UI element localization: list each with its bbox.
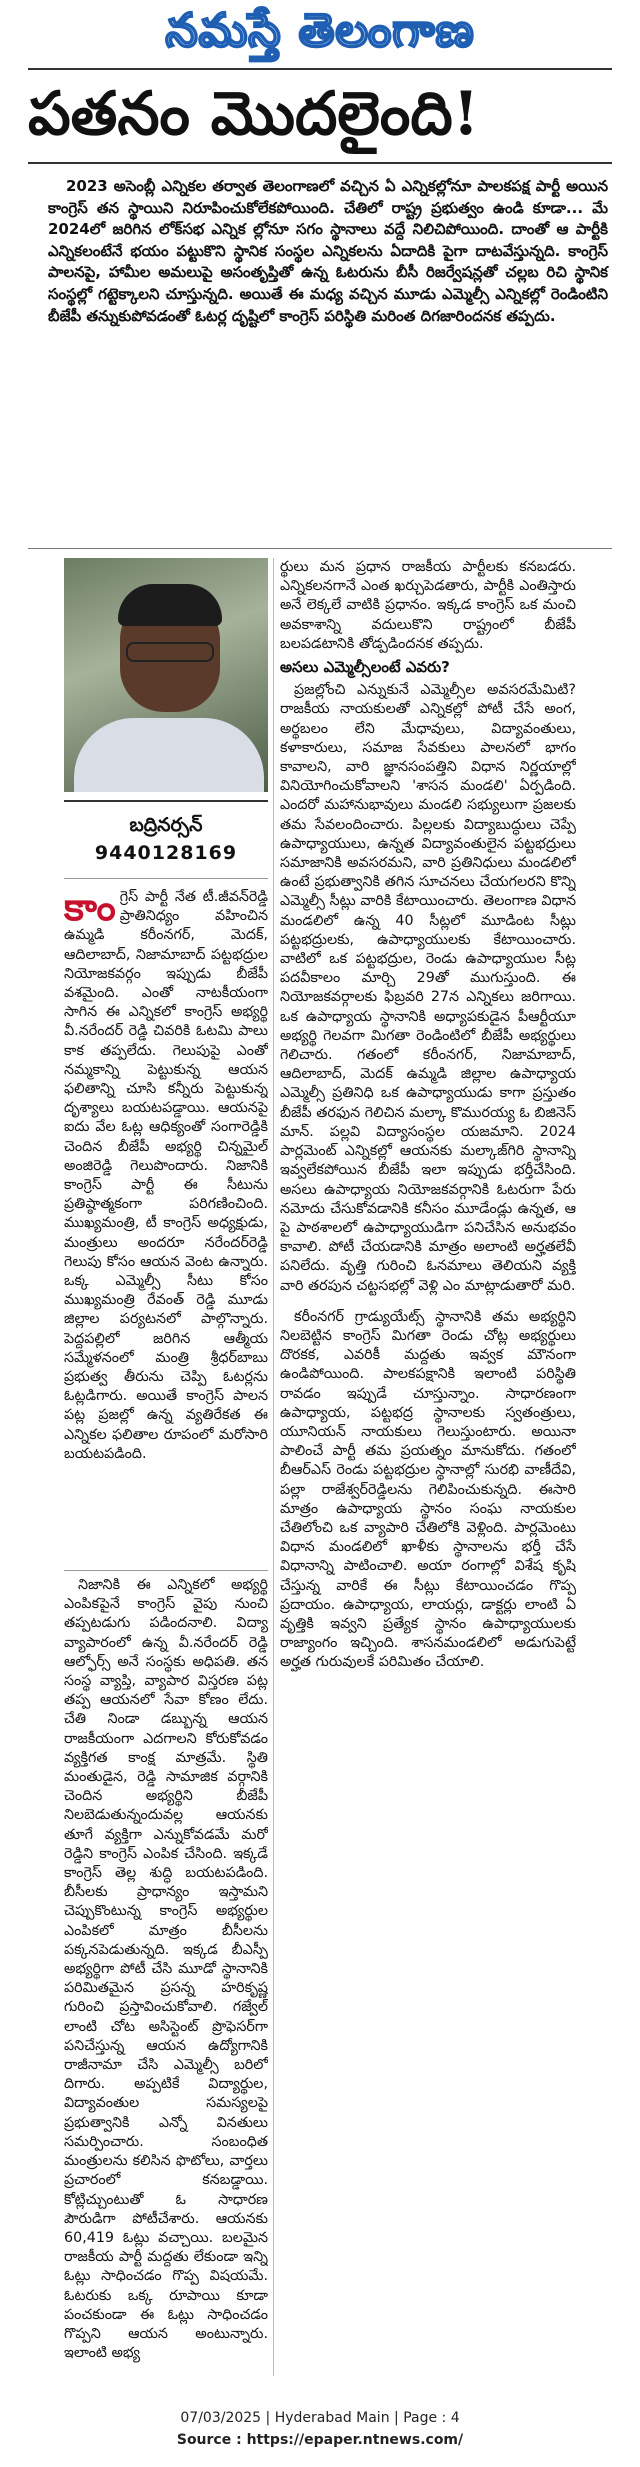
article-column-right bbox=[280, 558, 576, 2376]
footer-date-line: 07/03/2025 | Hyderabad Main | Page : 4 bbox=[180, 2410, 460, 2426]
article-column-left-bottom bbox=[64, 1576, 268, 2376]
section-subheading: అసలు ఎమ్మెల్సీలంటే ఎవరు? bbox=[280, 658, 450, 677]
column-divider bbox=[273, 558, 274, 2376]
author-rule-bottom bbox=[64, 878, 268, 879]
article-column-left-top bbox=[64, 888, 268, 1568]
article-paragraph: ర్థులు మన ప్రధాన రాజకీయ పార్టీలకు కనబడరు. ఎన్నికలనగానే ఎంత ఖర్చుపెడతారు, పార్టీకి ఎంతిస్తారు అనే లెక్కలే వాటికి ప్రధానం. ఇక్కడ కాంగ్రెస్ ఒక మంచి అవకాశాన్ని వదులుకొని రాష్ట్రంలో బీజేపీ బలపడటానికి తోడ్పడిందనక తప్పదు. bbox=[280, 559, 576, 652]
author-name: బద్రినర్సన్ bbox=[129, 814, 203, 836]
drop-cap: కాం bbox=[64, 888, 116, 929]
intro-rule bbox=[28, 548, 612, 549]
footer-source: Source : https://epaper.ntnews.com/ bbox=[176, 2432, 464, 2448]
newspaper-logo: నమస్తే తెలంగాణ bbox=[165, 3, 475, 57]
top-rule bbox=[28, 68, 612, 70]
headline-rule bbox=[28, 162, 612, 164]
article-paragraph: కరీంనగర్ గ్రాడ్యుయేట్స్ స్థానానికి తమ అభ్యర్థిని నిలబెట్టిన కాంగ్రెస్ మిగతా రెండు చోట్ల అభ్యర్థులు దొరకక, ఎవరికీ మద్దతు ఇవ్వక మౌనంగా ఉండిపోయింది. పాలకపక్షానికి ఇలాంటి పరిస్థితి రావడం ఇప్పుడే చూస్తున్నాం. సాధారణంగా ఉపాధ్యాయ, పట్టభద్ర స్థానాలకు స్వతంత్రులు, యూనియన్ నాయకులు గెలుస్తుంటారు. అయినా పాలించే పార్టీ తమ ప్రయత్నం మానుకోదు. గతంలో బీఆర్ఎస్ రెండు పట్టభద్రుల స్థానాల్లో సురభి వాణీదేవి, పల్లా రాజేశ్వర్‌రెడ్డిలను గెలిపించుకున్నది. ఈసారి మాత్రం ఉపాధ్యాయ స్థానం సంఘ నాయకుల చేతిలోంచి ఒక వ్యాపారి చేతిలోకి వెళ్లింది. పార్లమెంటు విధాన మండలిలో ఖాళీకు స్థానాలను భర్తీ చేసే విధానాన్ని పాటించాలి. అయా రంగాల్లో విశేష కృషి చేస్తున్న వారికే ఈ సీట్లు కేటాయించడం గొప్ప ప్రదాయం. ఉపాధ్యాయ, లాయర్లు, డాక్టర్లు లాంటి ఏ వృత్తికి ఇవ్వని ప్రత్యేక స్థానం ఉపాధ్యాయులకు రాజ్యాంగం ఇచ్చింది. శాసనమండలిలో అడుగుపెట్టే అర్హత గురువులకే పరిమితం చేయాలి. bbox=[280, 1308, 576, 1671]
intro-text: 2023 అసెంబ్లీ ఎన్నికల తర్వాత తెలంగాణలో వచ్చిన ఏ ఎన్నికల్లోనూ పాలకపక్ష పార్టీ అయిన కాంగ్రెస్ తన స్థాయిని నిరూపించుకోలేకపోయింది. చేతిలో రాష్ట్ర ప్రభుత్వం ఉండి కూడా... మే 2024లో జరిగిన లోక్‌సభ ఎన్నిక ల్లోనూ సగం స్థానాలు వద్దే నిలిచిపోయింది. దాంతో ఆ పార్టీకి ఎన్నికలంటేనే భయం పట్టుకొని స్థానిక సంస్థల ఎన్నికలను ఏదాదికి పైగా దాటవేస్తున్నది. కాంగ్రెస్ పాలనపై, హామీల అమలుపై అసంతృప్తితో ఉన్న ఓటరును బీసీ రిజర్వేషన్లతో చల్లబ రిచి స్థానిక సంస్థల్లో గట్టెక్కాలని చూస్తున్నది. అయితే ఈ మధ్య వచ్చిన మూడు ఎమ్మెల్సీ ఎన్నికల్లో రెండింటిని బీజేపీ తన్నుకుపోవడంతో ఓటర్ల దృష్టిలో కాంగ్రెస్ పరిస్థితి మరింత దిగజారిందనక తప్పదు. bbox=[48, 177, 608, 325]
headline: పతనం మొదలైంది! bbox=[28, 79, 480, 149]
article-paragraph: నిజానికి ఈ ఎన్నికలో అభ్యర్థి ఎంపికపైనే కాంగ్రెస్ వైపు నుంచి తప్పటడుగు పడిందనాలి. విద్యా వ్యాపారంలో ఉన్న వీ.నరేందర్ రెడ్డి ఆల్ఫోర్స్ అనే సంస్థకు అధిపతి. తన సంస్థ వ్యాప్తి, వ్యాపార విస్తరణ పట్ల తప్ప ఆయనలో సేవా కోణం లేదు. చేతి నిండా డబ్బున్న ఆయన రాజకీయంగా ఎదగాలని కోరుకోవడం వ్యక్తిగత కాంక్ష మాత్రమే. స్థితి మంతుడైన, రెడ్డి సామాజిక వర్గానికి చెందిన అభ్యర్థిని బీజేపీ నిలబెడుతున్నందువల్ల ఆయనకు తూగే వ్యక్తిగా ఎన్నుకోవడమే మరో రెడ్డిని కాంగ్రెస్ ఎంపిక చేసింది. ఇక్కడే కాంగ్రెస్ తెల్ల శుద్ధి బయటపడింది. బీసీలకు ప్రాధాన్యం ఇస్తామని చెప్పుకొంటున్న కాంగ్రెస్ అభ్యర్థుల ఎంపికలో మాత్రం బీసీలను పక్కనపెడుతున్నది. ఇక్కడ బీఎస్పీ అభ్యర్థిగా పోటీ చేసి మూడో స్థానానికి పరిమితమైన ప్రసన్న హరికృష్ణ గురించి ప్రస్తావించుకోవాలి. గజ్వేల్ లాంటి చోట అసిస్టెంట్ ప్రొఫెసర్‌గా పనిచేస్తున్న ఆయన ఉద్యోగానికి రాజీనామా చేసి ఎమ్మెల్సీ బరిలో దిగారు. అప్పటికే విద్యార్థుల, విద్యావంతుల సమస్యలపై ప్రభుత్వానికి ఎన్నో వినతులు సమర్పించారు. సంబంధిత మంత్రులను కలిసిన ఫొటోలు, వార్తలు ప్రచారంలో కనబడ్డాయి. కోట్లిచ్చుంటుతో ఓ సాధారణ పౌరుడిగా పోటీచేశారు. ఆయనకు 60,419 ఓట్లు వచ్చాయి. బలమైన రాజకీయ పార్టీ మద్దతు లేకుండా ఇన్ని ఓట్లు సాధించడం గొప్ప విషయమే. ఓటరుకు ఒక్క రూపాయి కూడా పంచకుండా ఈ ఓట్లు సాధించడం గొప్పని ఆయన అంటున్నారు. ఇలాంటి అభ్య bbox=[64, 1577, 268, 2362]
article-paragraph: గ్రెస్ పార్టీ నేత టీ.జీవన్‌రెడ్డి ప్రాతినిధ్యం వహించిన ఉమ్మడి కరీంనగర్, మెదక్, ఆదిలాబాద్, నిజామాబాద్ పట్టభద్రుల నియోజకవర్గం ఇప్పుడు బీజేపీ వశమైంది. ఎంతో నాటకీయంగా సాగిన ఈ ఎన్నికలో కాంగ్రెస్ అభ్యర్థి వీ.నరేందర్ రెడ్డి చివరికి ఓటమి పాలు కాక తప్పలేదు. గెలుపుపై ఎంతో నమ్మకాన్ని పెట్టుకున్న ఆయన ఫలితాన్ని చూసి కన్నీరు పెట్టుకున్న దృశ్యాలు బయటపడ్డాయి. ఆయనపై ఐదు వేల ఓట్ల ఆధిక్యంతో సంగారెడ్డికి చెందిన బీజేపీ అభ్యర్థి చిన్నమైల్ అంజిరెడ్డి గెలుపొందారు. నిజానికి కాంగ్రెస్ పార్టీ ఈ సీటును ప్రతిష్ఠాత్మకంగా పరిగణించింది. ముఖ్యమంత్రి, టీ కాంగ్రెస్ అధ్యక్షుడు, మంత్రులు అందరూ నరేందర్‌రెడ్డి గెలుపు కోసం ఆయన వెంట ఉన్నారు. ఒక్క ఎమ్మెల్సీ సీటు కోసం ముఖ్యమంత్రి రేవంత్ రెడ్డి మూడు జిల్లాల పర్యటనలో పాల్గొన్నారు. పెద్దపల్లిలో జరిగిన ఆత్మీయ సమ్మేళనంలో మంత్రి శ్రీధర్‌బాబు ప్రభుత్వ తీరును చెప్పి ఓటర్లను ఓట్లడిగారు. అయితే కాంగ్రెస్ పాలన పట్ల ప్రజల్లో ఉన్న వ్యతిరేకత ఈ ఎన్నికల ఫలితాల రూపంలో మరోసారి బయటపడింది. bbox=[64, 889, 268, 1462]
column-separator-rule bbox=[64, 1570, 268, 1571]
author-photo bbox=[64, 558, 268, 792]
author-phone: 9440128169 bbox=[94, 842, 238, 864]
article-paragraph: ప్రజల్లోంచి ఎన్నుకునే ఎమ్మెల్సీల అవసరమేమిటి? రాజకీయ నాయకులతో ఎన్నికల్లో పోటీ చేసే అంగ, అర్థబలం లేని మేధావులు, విద్యావంతులు, కళాకారులు, సమాజ సేవకులు పాలనలో భాగం కావాలని, వారి జ్ఞానసంపత్తిని విధాన నిర్ణయాల్లో వినియోగించుకోవాలని 'శాసన మండలి' ఏర్పడింది. ఎందరో మహానుభావులు మండలి సభ్యులుగా ప్రజలకు తమ సేవలందించారు. పిల్లలకు విద్యాబుద్ధులు చెప్పే ఉపాధ్యాయులు, ఉన్నత విద్యావంతులైన పట్టభద్రులు సమాజానికి అవసరమని, వారి ప్రతినిధులు మండలిలో ఉంటే ప్రభుత్వానికి తగిన సూచనలు చేయగలరని కొన్ని ఎమ్మెల్సీ సీట్లు వారికి కేటాయించారు. తెలంగాణ విధాన మండలిలో ఉన్న 40 సీట్లలో మూడింట సీట్లు పట్టభద్రులకు, ఉపాధ్యాయులకు కేటాయించారు. వాటిలో ఒక పట్టభద్రుల, రెండు ఉపాధ్యాయుల సీట్ల పదవీకాలం మార్చి 29తో ముగుస్తుంది. ఈ నియోజకవర్గాలకు ఫిబ్రవరి 27న ఎన్నికలు జరిగాయి. ఒక ఉపాధ్యాయ స్థానానికి అధ్యాపకుడైన పీఆర్టీయూ అభ్యర్థి గెలవగా మిగతా రెండింటిలో బీజేపీ అభ్యర్థులు గెలిచారు. గతంలో కరీంనగర్, నిజామాబాద్, ఆదిలాబాద్, మెదక్ ఉమ్మడి జిల్లాల ఉపాధ్యాయ ఎమ్మెల్సీ ప్రతినిధి ఒక ఉపాధ్యాయుడు కాగా ప్రస్తుతం బీజేపీ తరఫున గెలిచిన మల్కా కొమురయ్య ఓ బిజినెస్ మాన్. పల్లవి విద్యాసంస్థల యజమాని. 2024 పార్లమెంట్ ఎన్నికల్లో ఆయనకు మల్కాజ్‌గిరి స్థానాన్ని ఇవ్వలేకపోయిన బీజేపీ ఇలా ఇప్పుడు భర్తీచేసింది. అసలు ఉపాధ్యాయ నియోజకవర్గానికి ఓటరుగా పేరు నమోదు చేసుకోవడానికి కనీసం మూడేండ్లు ఉన్నత, ఆ పై పాఠశాలలో ఉపాధ్యాయుడిగా పనిచేసిన అనుభవం కావాలి. పోటీ చేయడానికి మాత్రం అలాంటి అర్హతలేవీ పనిలేదు. వృత్తి గురించి ఓనమాలు తెలియని వ్యక్తి వారి తరపున చట్టసభల్లో వెళ్లి ఎం మాట్లాడుతారో మరి. bbox=[280, 682, 576, 1294]
author-rule bbox=[64, 800, 268, 802]
intro-paragraph bbox=[48, 176, 608, 327]
masthead bbox=[0, 0, 640, 60]
